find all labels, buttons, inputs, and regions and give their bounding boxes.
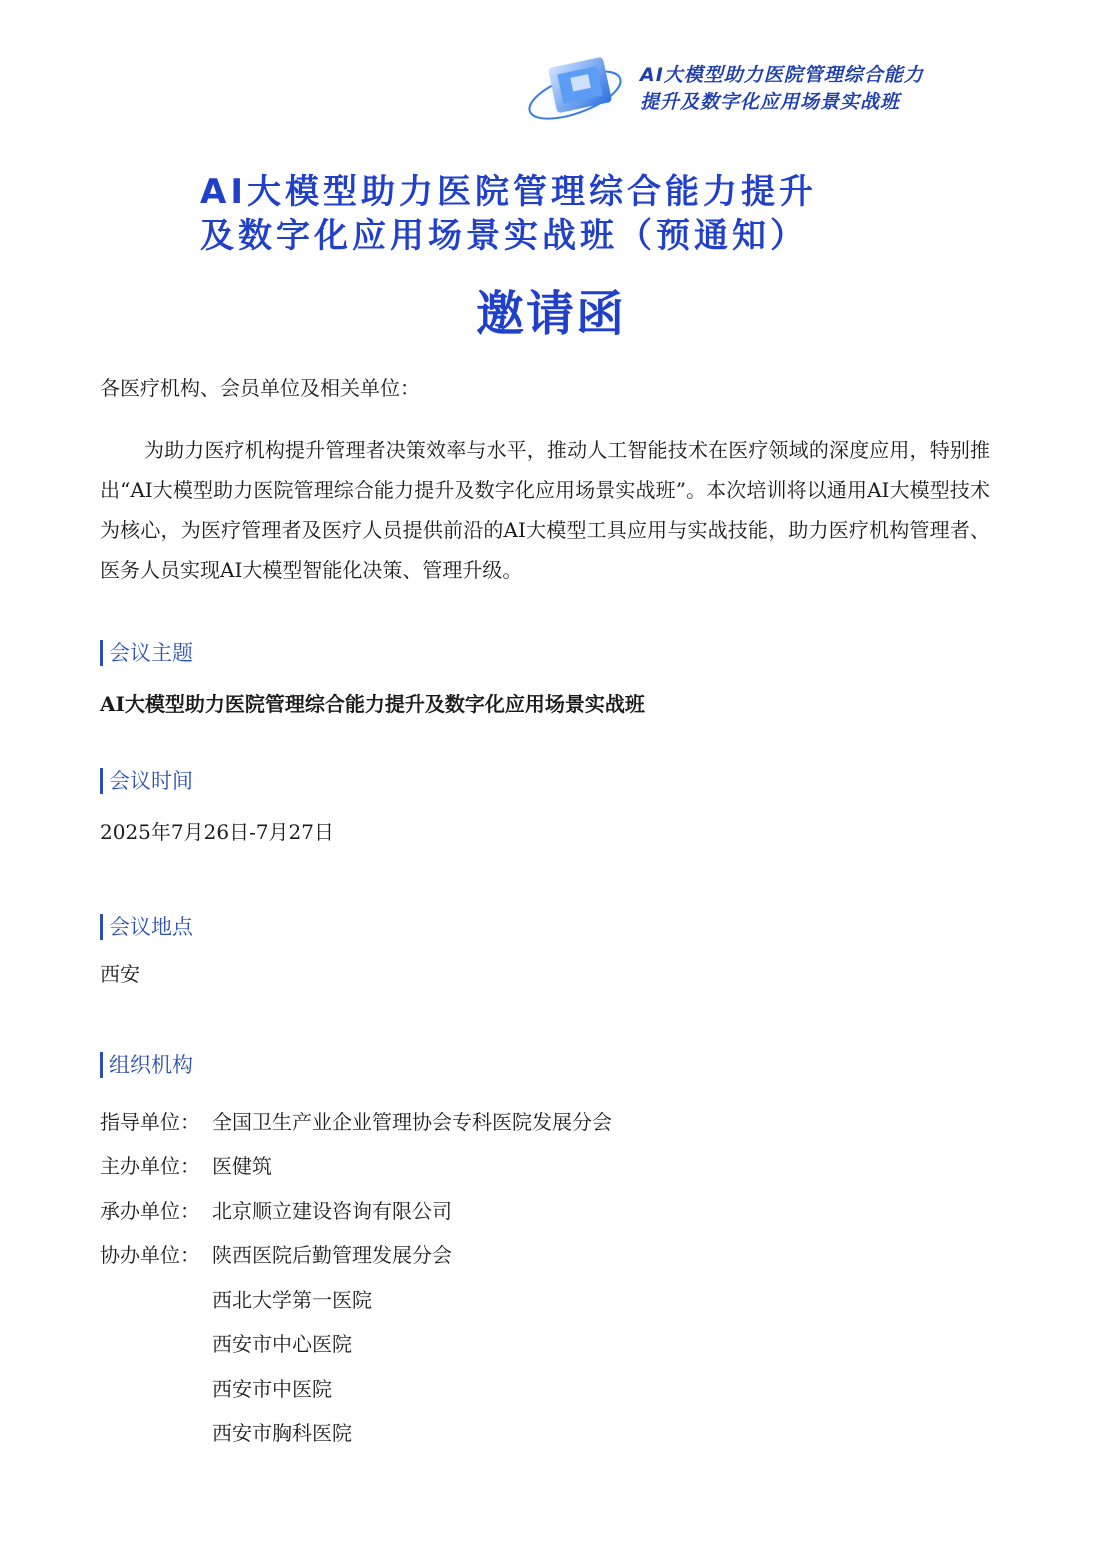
section-heading-theme: 会议主题 <box>100 640 193 666</box>
banner-line1: AI大模型助力医院管理综合能力 <box>640 64 924 86</box>
main-title <box>200 170 960 258</box>
title-line1: AI大模型助力医院管理综合能力提升 <box>200 172 817 212</box>
banner-line2: 提升及数字化应用场景实战班 <box>640 91 901 113</box>
section-content-location: 西安 <box>100 962 140 986</box>
greeting: 各医疗机构、会员单位及相关单位： <box>100 376 420 400</box>
organizer-label: 指导单位： <box>100 1109 200 1134</box>
header-banner-text <box>640 62 1040 116</box>
organizer-label: 主办单位： <box>100 1154 200 1179</box>
header-banner <box>520 40 1040 140</box>
organizer-row <box>100 1321 612 1366</box>
organizer-row <box>100 1365 612 1410</box>
ai-logo-icon <box>520 40 640 140</box>
organizer-value: 北京顺立建设咨询有限公司 <box>212 1198 452 1223</box>
section-heading-organization: 组织机构 <box>100 1052 193 1078</box>
section-content-theme: AI大模型助力医院管理综合能力提升及数字化应用场景实战班 <box>100 692 645 716</box>
organizer-list <box>100 1098 612 1454</box>
organizer-row <box>100 1098 612 1143</box>
section-heading-time: 会议时间 <box>100 768 193 794</box>
organizer-value: 全国卫生产业企业管理协会专科医院发展分会 <box>212 1109 612 1134</box>
organizer-value: 西北大学第一医院 <box>212 1287 372 1312</box>
organizer-row <box>100 1187 612 1232</box>
organizer-value: 西安市胸科医院 <box>212 1421 352 1446</box>
organizer-row <box>100 1232 612 1277</box>
organizer-row <box>100 1143 612 1188</box>
organizer-value: 西安市中心医院 <box>212 1332 352 1357</box>
invitation-title: 邀请函 <box>475 286 626 342</box>
title-line2: 及数字化应用场景实战班（预通知） <box>200 216 808 256</box>
organizer-row <box>100 1410 612 1455</box>
organizer-value: 陕西医院后勤管理发展分会 <box>212 1243 452 1268</box>
section-heading-location: 会议地点 <box>100 914 193 940</box>
intro-paragraph: 为助力医疗机构提升管理者决策效率与水平，推动人工智能技术在医疗领域的深度应用，特别推出“AI大模型助力医院管理综合能力提升及数字化应用场景实战班”。本次培训将以通用AI大模型技术为核心，为医疗管理者及医疗人员提供前沿的AI大模型工具应用与实战技能，助力医疗机构管理者、医务人员实现AI大模型智能化决策、管理升级。 <box>100 438 990 582</box>
organizer-label: 协办单位： <box>100 1243 200 1268</box>
section-content-time: 2025年7月26日-7月27日 <box>100 820 335 844</box>
organizer-value: 医健筑 <box>212 1154 272 1179</box>
organizer-label: 承办单位： <box>100 1198 200 1223</box>
organizer-row <box>100 1276 612 1321</box>
organizer-value: 西安市中医院 <box>212 1376 332 1401</box>
